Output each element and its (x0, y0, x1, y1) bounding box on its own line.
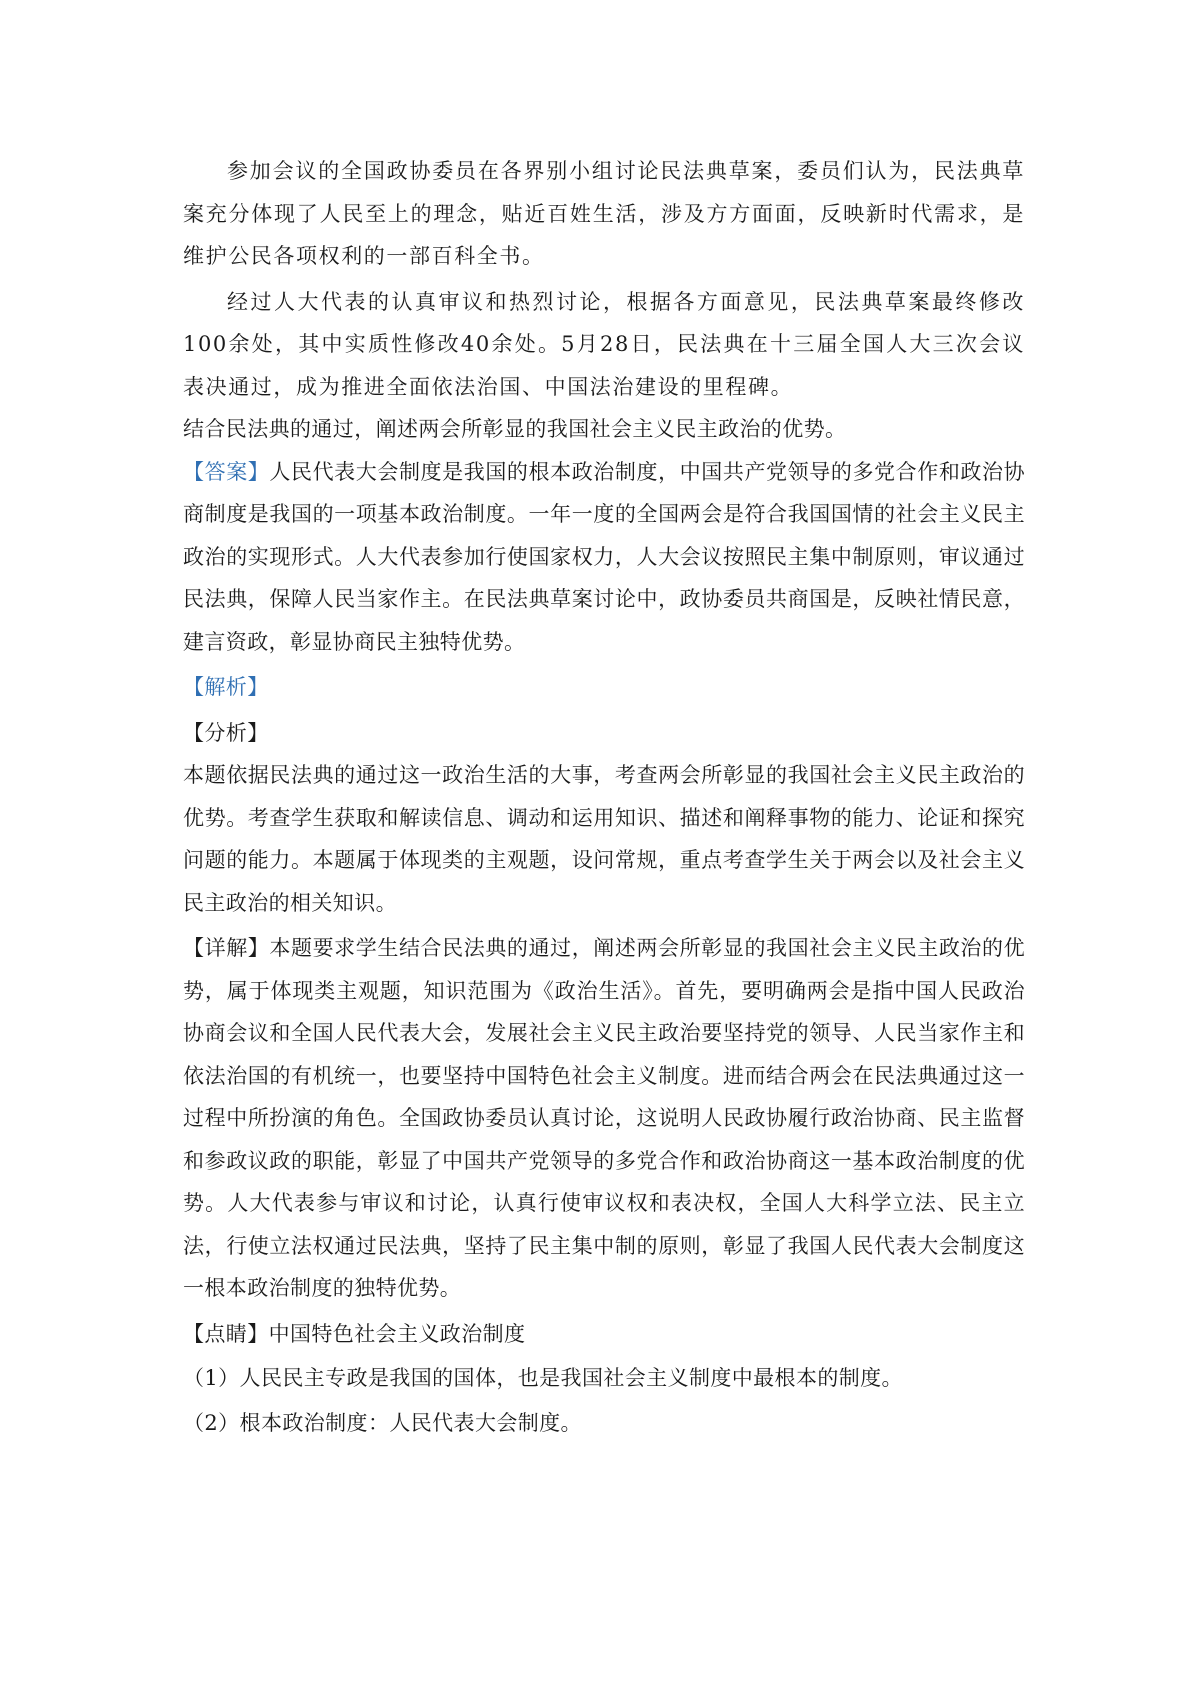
material-paragraph-1: 参加会议的全国政协委员在各界别小组讨论民法典草案，委员们认为，民法典草案充分体现了人民至上的理念，贴近百姓生活，涉及方方面面，反映新时代需求，是维护公民各项权利的一部百科全书。 (183, 159, 1025, 268)
fenxi-label: 【分析】 (183, 720, 269, 745)
tip-label: 【点睛】 (183, 1321, 269, 1346)
fenxi-label-line (183, 712, 1025, 755)
detail-label: 【详解】 (183, 936, 270, 960)
question-text: 结合民法典的通过，阐述两会所彰显的我国社会主义民主政治的优势。 (183, 417, 847, 441)
analysis-label-line (183, 666, 1025, 709)
tip-item-2: （2）根本政治制度：人民代表大会制度。 (183, 1410, 582, 1435)
tip-text: 中国特色社会主义政治制度 (268, 1321, 526, 1346)
tip-item-1: （1）人民民主专政是我国的国体，也是我国社会主义制度中最根本的制度。 (183, 1366, 903, 1390)
answer-text: 人民代表大会制度是我国的根本政治制度，中国共产党领导的多党合作和政治协商制度是我国的一项基本政治制度。一年一度的全国两会是符合我国国情的社会主义民主政治的实现形式。人大代表参加行使国家权力，人大会议按照民主集中制原则，审议通过民法典，保障人民当家作主。在民法典草案讨论中，政协委员共商国是，反映社情民意，建言资政，彰显协商民主独特优势。 (183, 459, 1025, 654)
answer-label: 【答案】 (183, 459, 270, 484)
fenxi-text: 本题依据民法典的通过这一政治生活的大事，考查两会所彰显的我国社会主义民主政治的优势。考查学生获取和解读信息、调动和运用知识、描述和阐释事物的能力、论证和探究问题的能力。本题属于体现类的主观题，设问常规，重点考查学生关于两会以及社会主义民主政治的相关知识。 (183, 763, 1025, 915)
material-paragraph-2: 经过人大代表的认真审议和热烈讨论，根据各方面意见，民法典草案最终修改100余处，其中实质性修改40余处。5月28日，民法典在十三届全国人大三次会议表决通过，成为推进全面依法治国、中国法治建设的里程碑。 (183, 289, 1025, 399)
tip-heading (183, 1313, 1025, 1356)
analysis-label: 【解析】 (183, 675, 269, 699)
document-page (183, 150, 1025, 1444)
detail-paragraph (183, 927, 1025, 1310)
answer-paragraph (183, 451, 1025, 664)
detail-text: 本题要求学生结合民法典的通过，阐述两会所彰显的我国社会主义民主政治的优势，属于体现类主观题，知识范围为《政治生活》。首先，要明确两会是指中国人民政治协商会议和全国人民代表大会，发展社会主义民主政治要坚持党的领导、人民当家作主和依法治国的有机统一，也要坚持中国特色社会主义制度。进而结合两会在民法典通过这一过程中所扮演的角色。全国政协委员认真讨论，这说明人民政协履行政治协商、民主监督和参政议政的职能，彰显了中国共产党领导的多党合作和政治协商这一基本政治制度的优势。人大代表参与审议和讨论，认真行使审议权和表决权，全国人大科学立法、民主立法，行使立法权通过民法典，坚持了民主集中制的原则，彰显了我国人民代表大会制度这一根本政治制度的独特优势。 (183, 936, 1025, 1300)
